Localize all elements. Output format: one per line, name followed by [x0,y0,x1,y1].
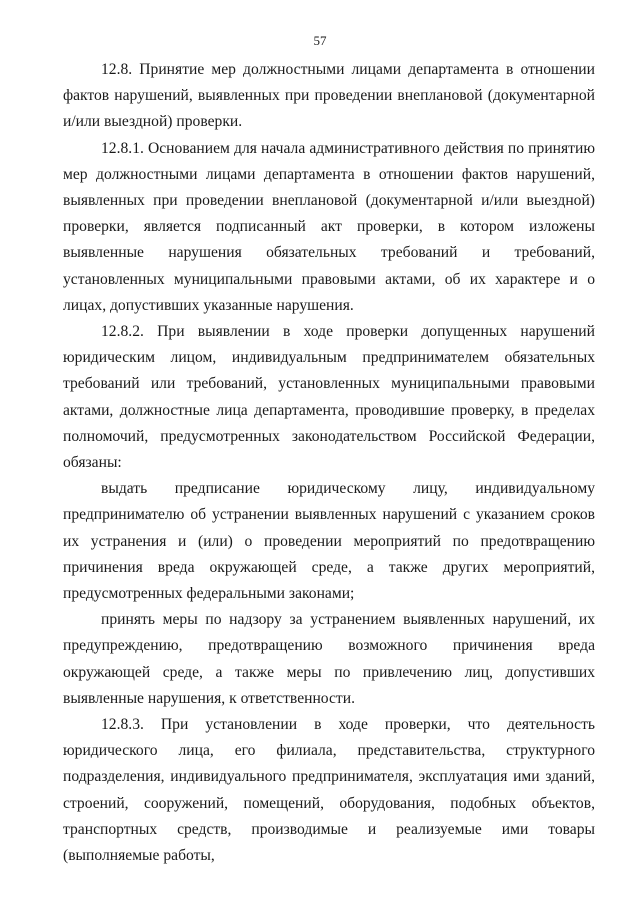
paragraph-obligation-take-measures: принять меры по надзору за устранением выявленных нарушений, их предупреждению, предотвращению возможного причинения вреда окружающей среде, а также меры по привлечению лиц, допустивших выявленные нарушения, к ответственности. [63,611,595,707]
document-body [63,57,595,869]
paragraph-12-8: 12.8. Принятие мер должностными лицами департамента в отношении фактов нарушений, выявленных при проведении внеплановой (документарной и/или выездной) проверки. [63,61,595,131]
paragraph-12-8-1: 12.8.1. Основанием для начала административного действия по принятию мер должностными лицами департамента в отношении фактов нарушений, выявленных при проведении внеплановой (документарной и/или выездной) проверки, является подписанный акт проверки, в котором изложены выявленные нарушения обязательных требований и требований, установленных муниципальными правовыми актами, об их характере и о лицах, допустивших указанные нарушения. [63,139,595,314]
paragraph-obligation-issue-order: выдать предписание юридическому лицу, индивидуальному предпринимателю об устранении выявленных нарушений с указанием сроков их устранения и (или) о проведении мероприятий по предотвращению причинения вреда окружающей среде, а также других мероприятий, предусмотренных федеральными законами; [63,480,595,603]
paragraph-12-8-3: 12.8.3. При установлении в ходе проверки, что деятельность юридического лица, его филиала, представительства, структурного подразделения, индивидуального предпринимателя, эксплуатация ими зданий, строений, сооружений, помещений, оборудования, подобных объектов, транспортных средств, производимые и реализуемые ими товары (выполняемые работы, [63,716,595,865]
paragraph-12-8-2: 12.8.2. При выявлении в ходе проверки допущенных нарушений юридическим лицом, индивидуальным предпринимателем обязательных требований или требований, установленных муниципальными правовыми актами, должностные лица департамента, проводившие проверку, в пределах полномочий, предусмотренных законодательством Российской Федерации, обязаны: [63,323,595,472]
page-number: 57 [313,33,327,48]
